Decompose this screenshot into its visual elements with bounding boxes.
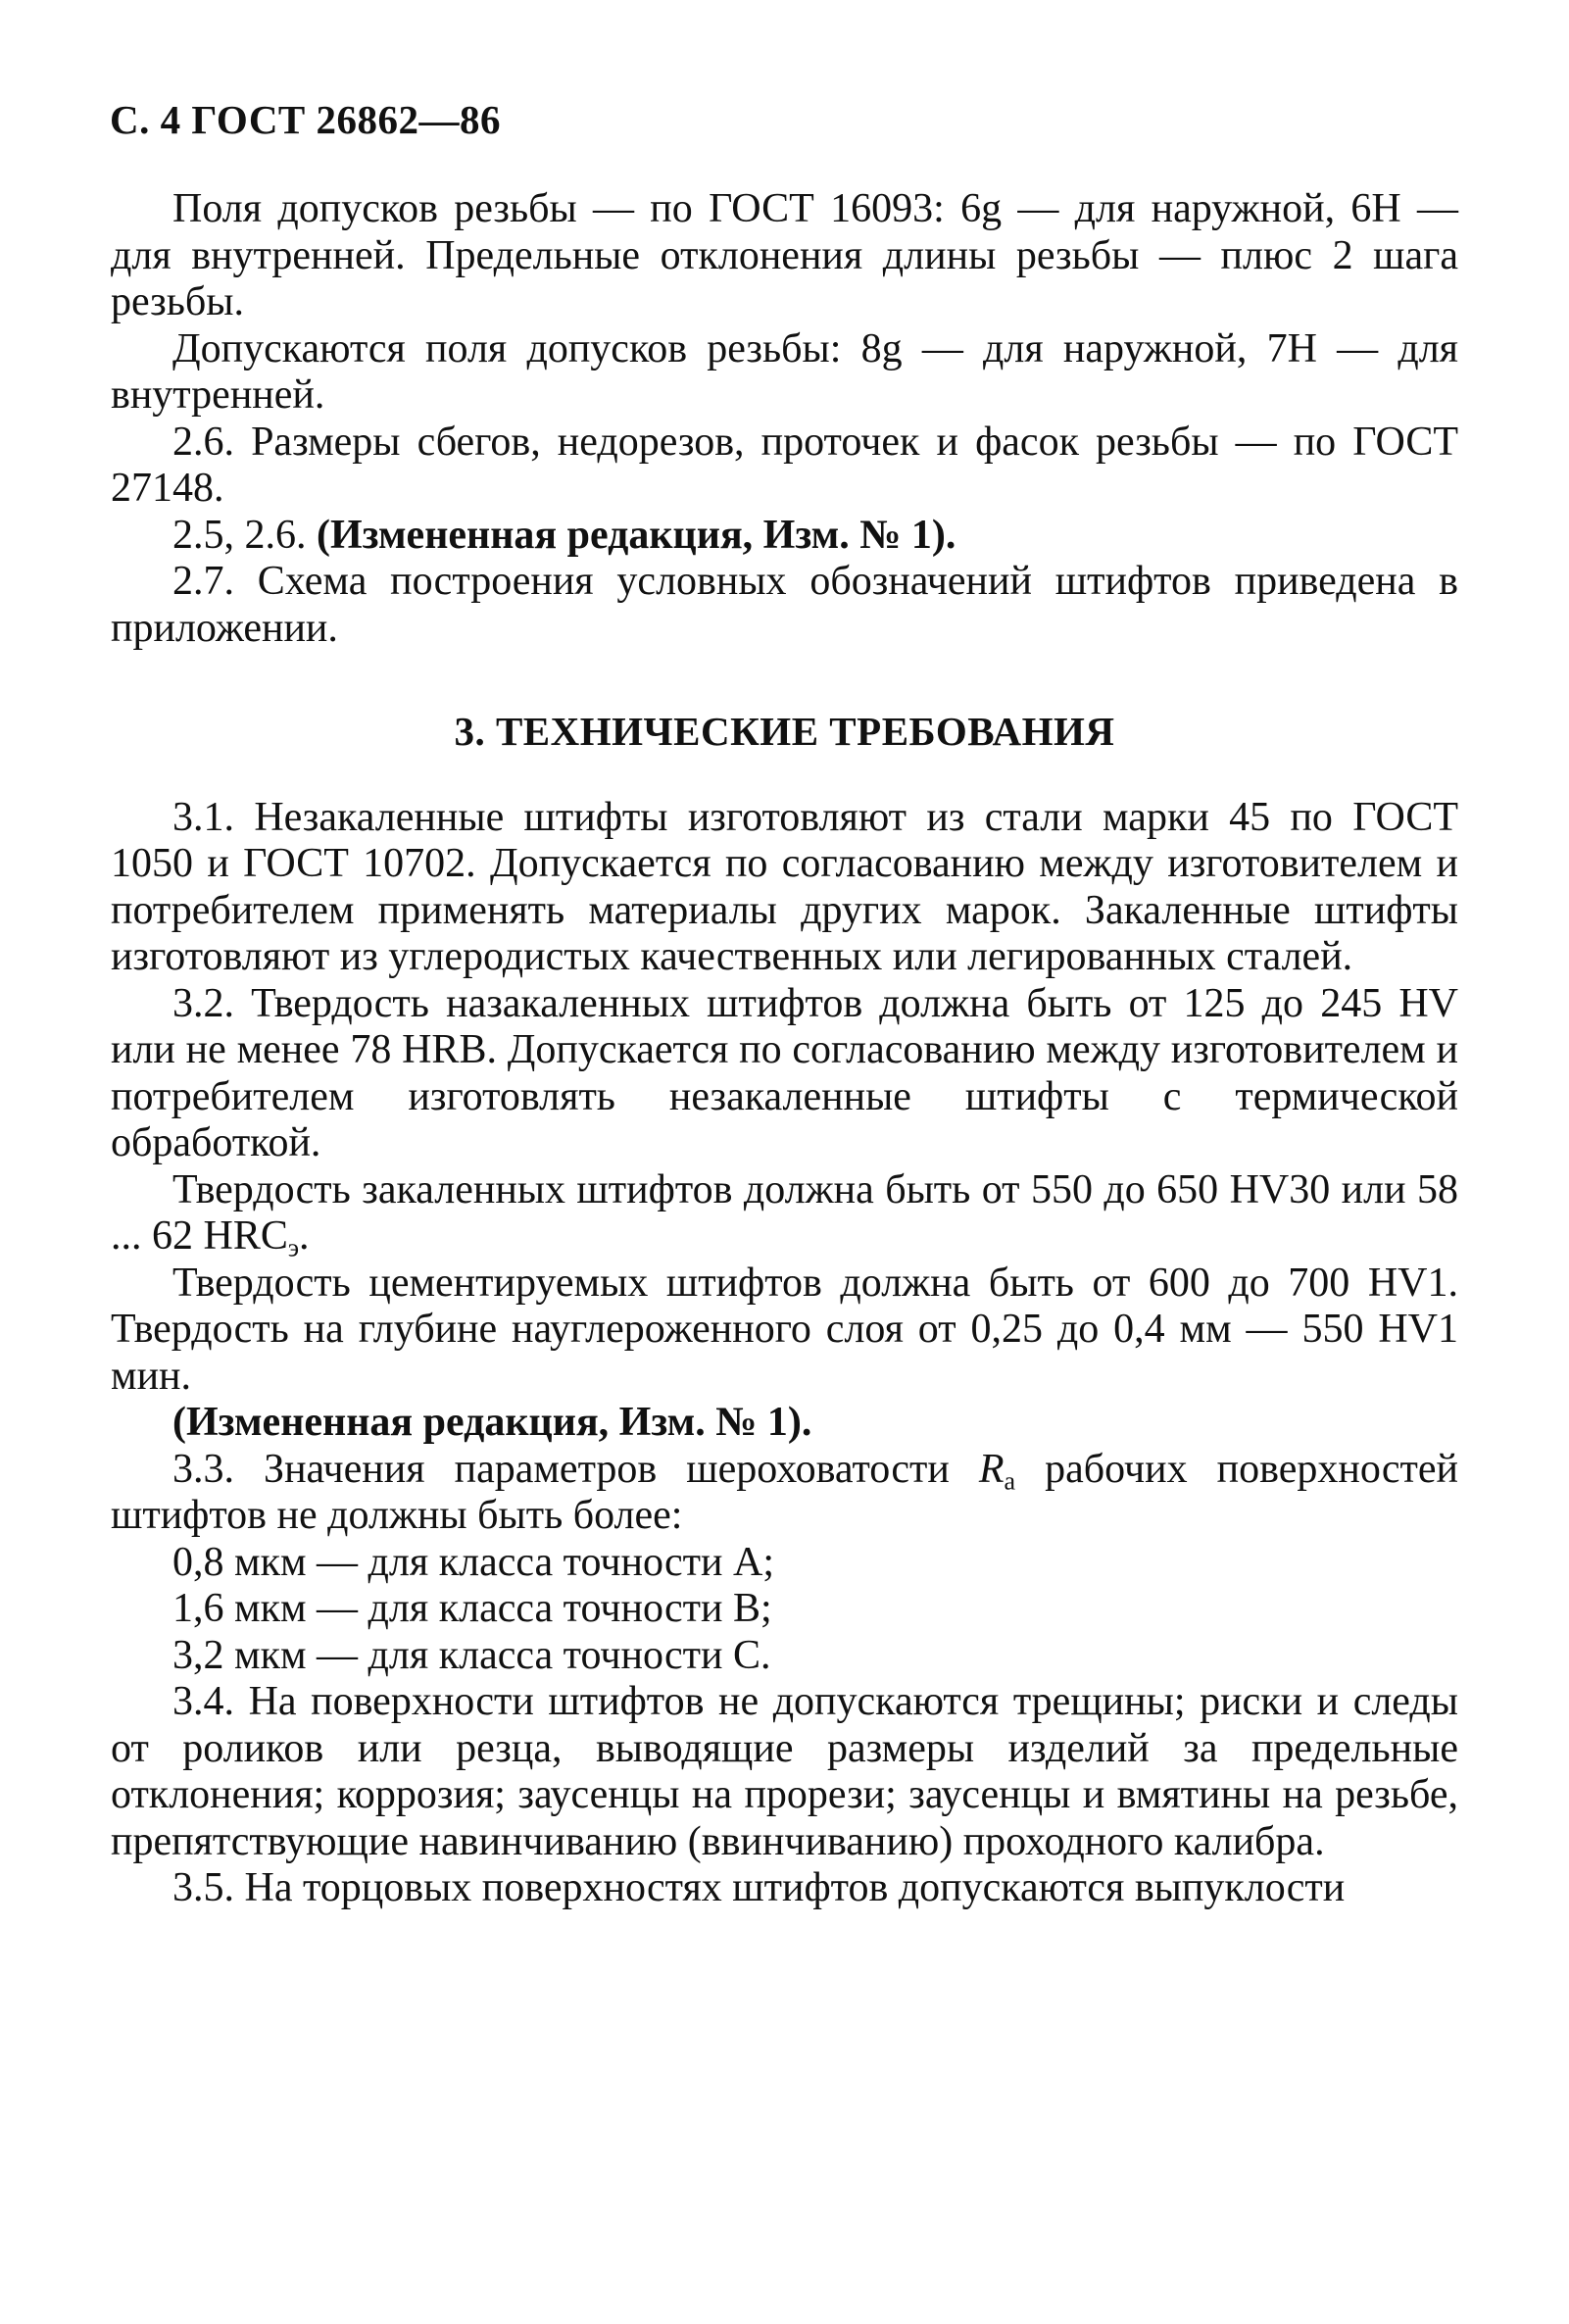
roughness-intro-end: рабочих поверхностей штифтов не должны быть более: [111, 1446, 1458, 1538]
paragraph-2-7: 2.7. Схема построения условных обозначений штифтов приведена в приложении. [111, 559, 1458, 651]
roughness-item-a: 0,8 мкм — для класса точности А; [172, 1539, 774, 1585]
roughness-symbol: R [978, 1446, 1005, 1492]
roughness-item-b: 1,6 мкм — для класса точности В; [172, 1586, 772, 1631]
paragraph-amendment-2-5 [111, 513, 1458, 560]
roughness-item-c: 3,2 мкм — для класса точности С. [172, 1632, 771, 1678]
hrc-subscript: э [287, 1233, 300, 1262]
paragraph-amendment: (Измененная редакция, Изм. № 1). [172, 1400, 812, 1445]
roughness-symbol-subscript: a [1004, 1465, 1016, 1495]
paragraph-allowed-tolerance: Допускаются поля допусков резьбы: 8g — для наружной, 7Н — для внутренней. [111, 325, 1458, 418]
paragraph-3-5: 3.5. На торцовых поверхностях штифтов допускаются выпуклости [172, 1865, 1346, 1910]
hardness-quenched-text: Твердость закаленных штифтов должна быть от 550 до 650 HV30 или 58 ... 62 HRC [111, 1166, 1458, 1259]
paragraph-3-1: 3.1. Незакаленные штифты изготовляют из стали марки 45 по ГОСТ 1050 и ГОСТ 10702. Допускается по согласованию между изготовителем и потребителем применять материалы других марок. Закаленные штифты изготовляют из углеродистых качественных или легированных сталей. [111, 794, 1458, 979]
section-title: 3. ТЕХНИЧЕСКИЕ ТРЕБОВАНИЯ [454, 709, 1115, 754]
page-header: С. 4 ГОСТ 26862—86 [110, 97, 502, 142]
spacer [111, 652, 1458, 709]
roughness-intro: 3.3. Значения параметров шероховатости [172, 1446, 979, 1492]
spacer [111, 756, 1458, 795]
paragraph-3-4: 3.4. На поверхности штифтов не допускаются трещины; риски и следы от роликов или резца, выводящие размеры изделий за предельные отклонения; коррозия; заусенцы на прорези; заусенцы и вмятины на резьбе, препятствующие навинчиванию (ввинчиванию) проходного калибра. [111, 1679, 1458, 1864]
amendment-ref: 2.5, 2.6. [172, 512, 317, 558]
paragraph-thread-tolerance: Поля допусков резьбы — по ГОСТ 16093: 6g — для наружной, 6Н — для внутренней. Предельные отклонения длины резьбы — плюс 2 шага резьбы. [111, 186, 1458, 324]
paragraph-2-6: 2.6. Размеры сбегов, недорезов, проточек и фасок резьбы — по ГОСТ 27148. [111, 419, 1458, 511]
sentence-end: . [299, 1213, 310, 1259]
paragraph-hardness-case: Твердость цементируемых штифтов должна быть от 600 до 700 HV1. Твердость на глубине науглероженного слоя от 0,25 до 0,4 мм — 550 HV1 мин. [111, 1260, 1458, 1399]
document-body [111, 186, 1458, 1912]
paragraph-hardness-quenched [111, 1167, 1458, 1261]
amendment-note: (Измененная редакция, Изм. № 1). [317, 512, 956, 558]
paragraph-3-3 [111, 1447, 1458, 1540]
paragraph-3-2: 3.2. Твердость назакаленных штифтов должна быть от 125 до 245 HV или не менее 78 HRB. Допускается по согласованию между изготовителем и потребителем изготовлять незакаленные штифты с термической обработкой. [111, 980, 1458, 1165]
